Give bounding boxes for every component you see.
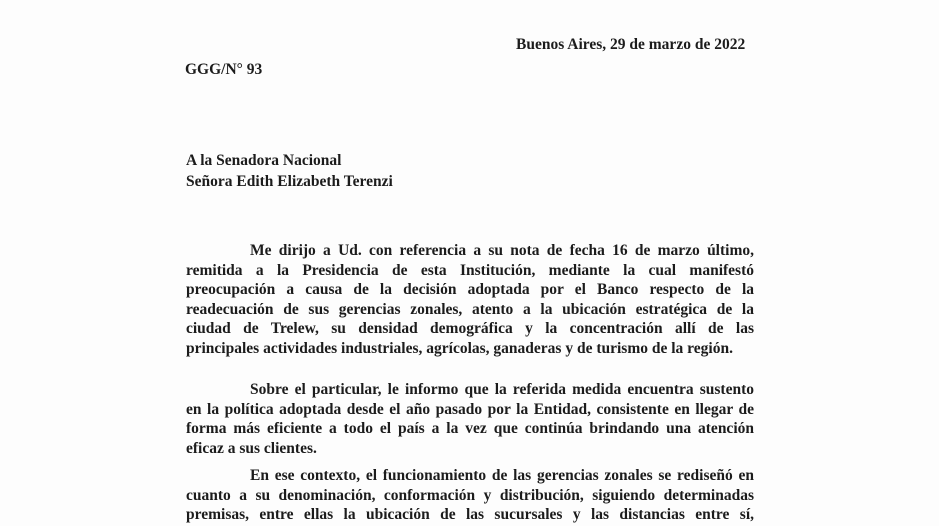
letter-date: Buenos Aires, 29 de marzo de 2022 [516, 36, 746, 53]
paragraph-line: En ese contexto, el funcionamiento de las gerencias zonales se rediseñó en [250, 467, 754, 484]
body-paragraph [186, 380, 754, 458]
addressee-block [186, 150, 393, 192]
addressee-line: Señora Edith Elizabeth Terenzi [186, 173, 393, 190]
letter-reference: GGG/N° 93 [185, 61, 263, 78]
paragraph-line: cuanto a su denominación, conformación y distribución, siguiendo determinadas [186, 486, 754, 504]
paragraph-line: premisas, entre ellas la ubicación de las sucursales y las distancias entre sí, [186, 506, 754, 524]
paragraph-line: eficaz a sus clientes. [186, 439, 317, 457]
body-paragraph [186, 241, 754, 359]
paragraph-line: preocupación a causa de la decisión adoptada por el Banco respecto de la [186, 281, 754, 299]
addressee-line: A la Senadora Nacional [186, 152, 342, 169]
paragraph-line: Sobre el particular, le informo que la referida medida encuentra sustento [250, 381, 754, 398]
paragraph-line: principales actividades industriales, agrícolas, ganaderas y de turismo de la región. [186, 339, 733, 357]
paragraph-line: remitida a la Presidencia de esta Institución, mediante la cual manifestó [186, 261, 754, 279]
paragraph-line: Me dirijo a Ud. con referencia a su nota de fecha 16 de marzo último, [250, 242, 754, 259]
paragraph-line: en la política adoptada desde el año pasado por la Entidad, consistente en llegar de [186, 400, 754, 418]
paragraph-line: readecuación de sus gerencias zonales, atento a la ubicación estratégica de la [186, 300, 754, 318]
paragraph-line: forma más eficiente a todo el país a la vez que continúa brindando una atención [186, 420, 754, 438]
paragraph-line: ciudad de Trelew, su densidad demográfica y la concentración allí de las [186, 320, 754, 338]
body-paragraph [186, 466, 754, 525]
